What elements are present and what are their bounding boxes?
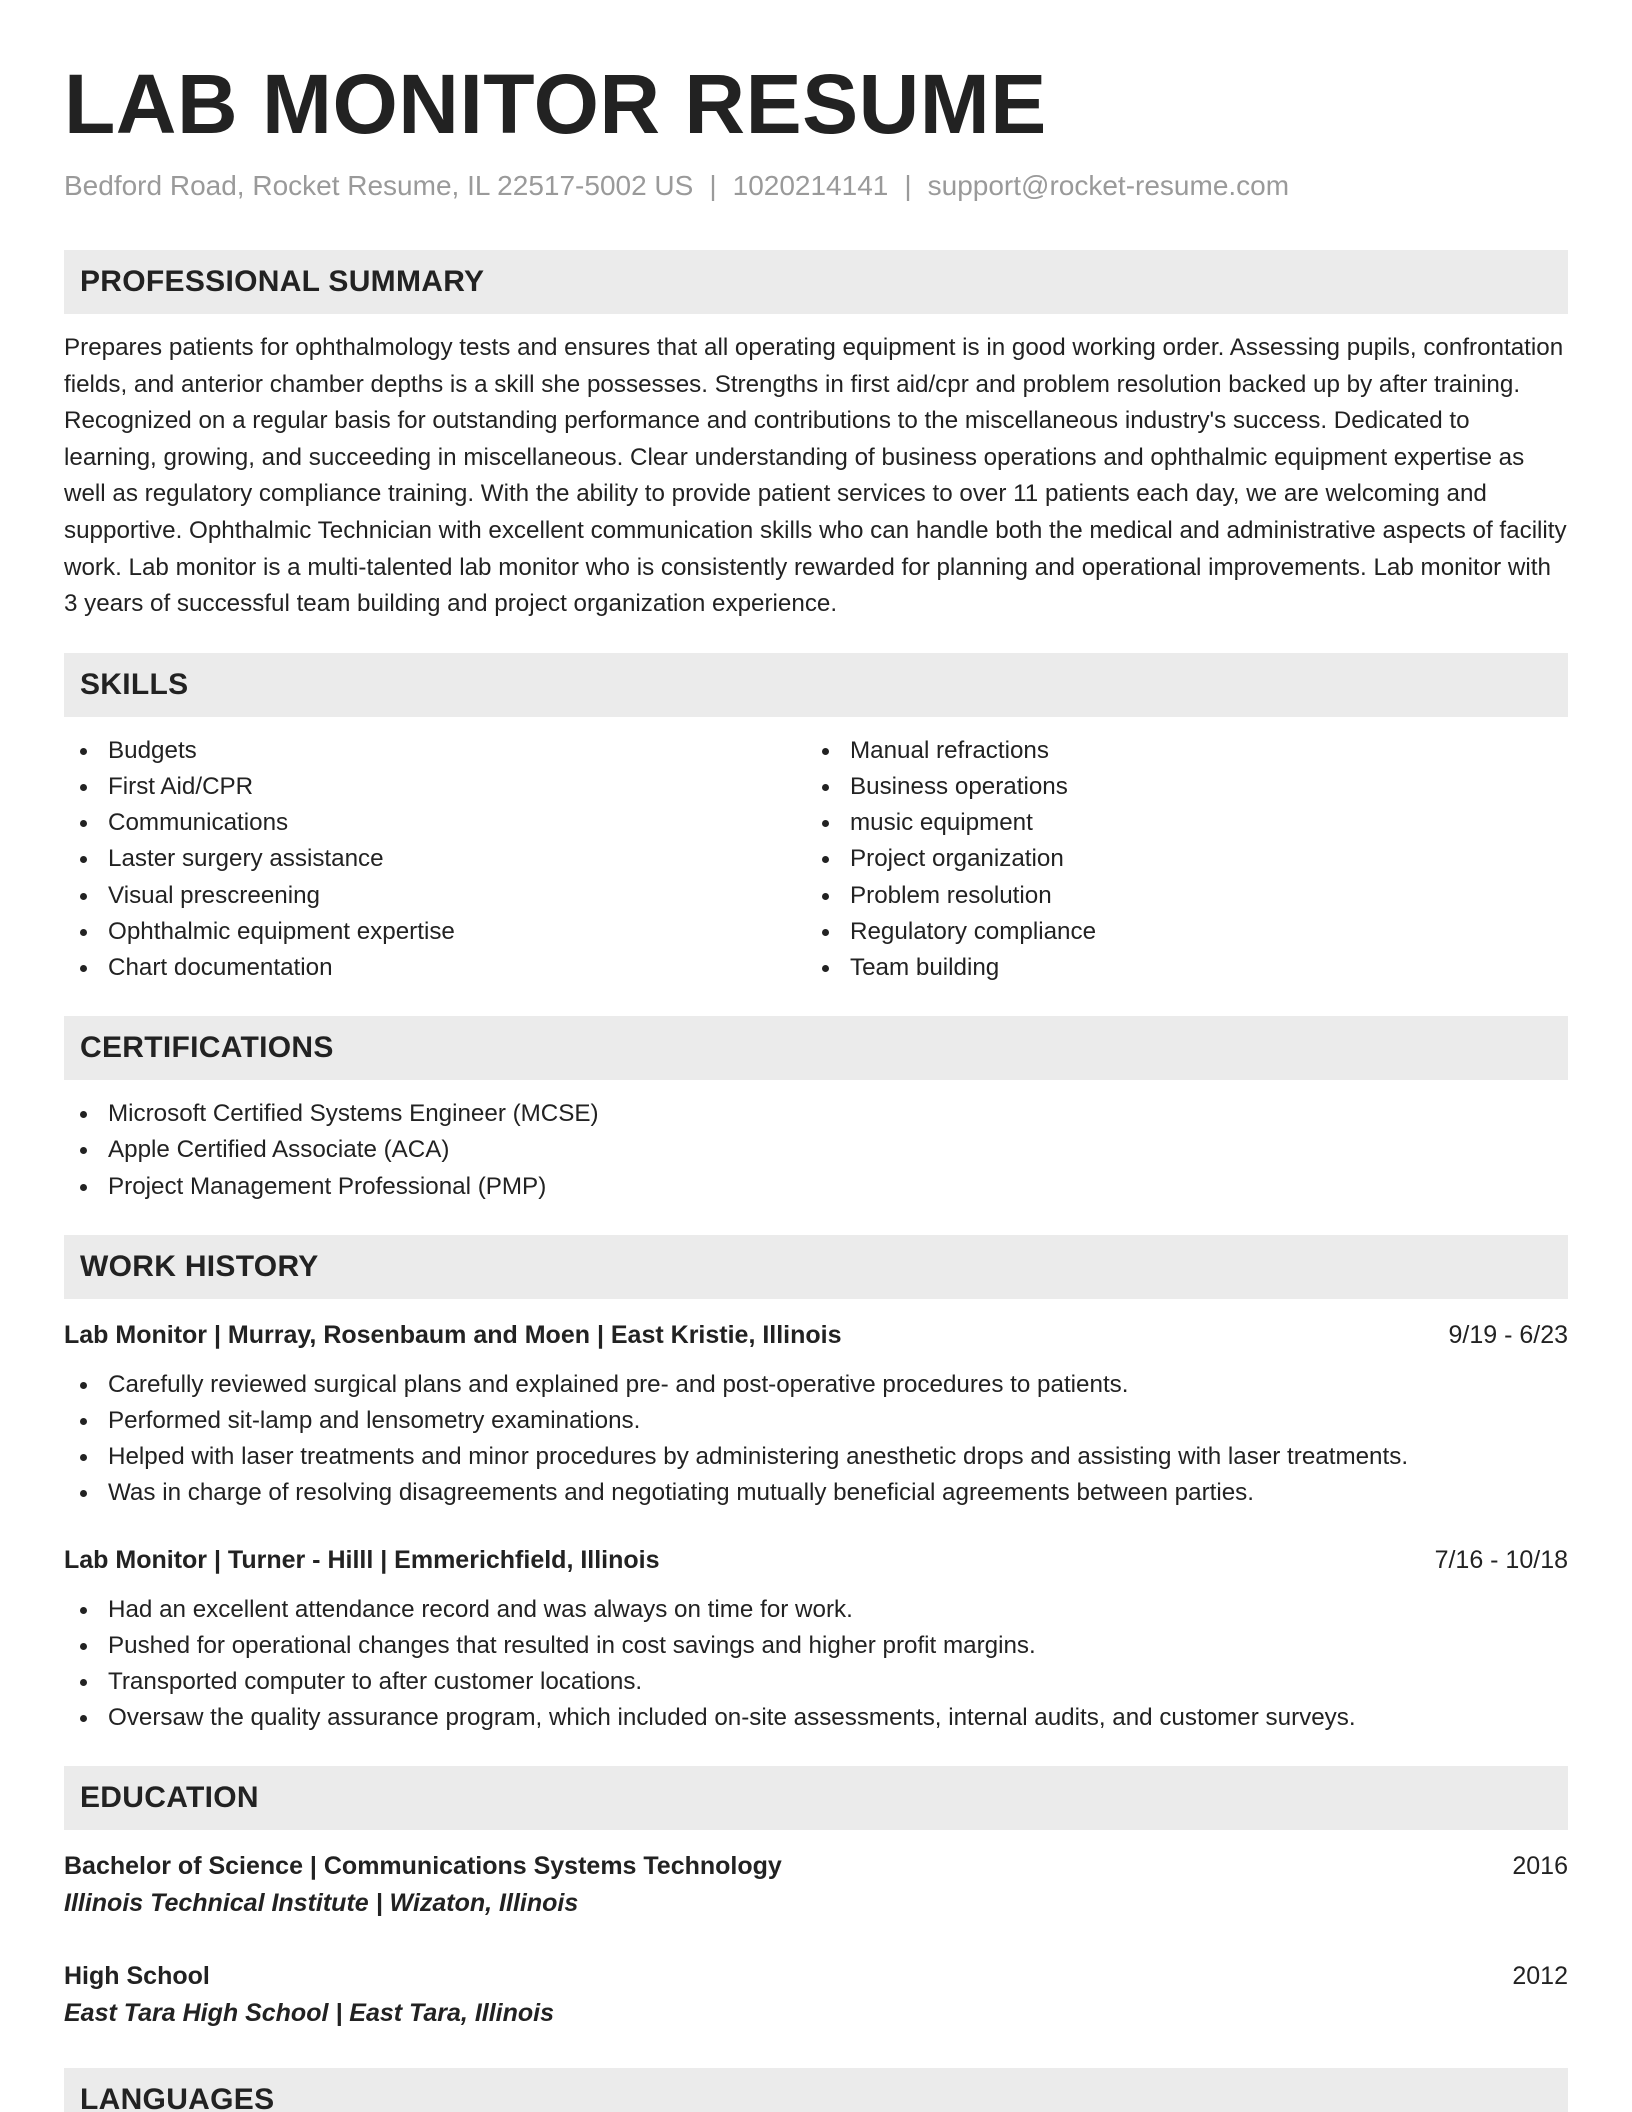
job-bullet: Transported computer to after customer locations. xyxy=(64,1664,1568,1700)
education-header xyxy=(64,1848,1568,1884)
job-bullets xyxy=(64,1367,1568,1512)
section-heading-certifications xyxy=(64,1016,1568,1080)
section-heading-work-history xyxy=(64,1235,1568,1299)
job-bullets xyxy=(64,1592,1568,1737)
skills-list-right xyxy=(806,733,1548,986)
education-year: 2012 xyxy=(1512,1962,1568,1991)
contact-separator: | xyxy=(709,170,717,201)
education-year: 2016 xyxy=(1512,1852,1568,1881)
skill-item: Problem resolution xyxy=(806,878,1548,914)
section-heading-label: LANGUAGES xyxy=(80,2083,275,2112)
contact-email: support@rocket-resume.com xyxy=(927,170,1290,201)
section-heading-label: SKILLS xyxy=(80,667,189,701)
skill-item: Communications xyxy=(64,805,806,841)
job-entry xyxy=(64,1317,1568,1512)
job-bullet: Was in charge of resolving disagreements and negotiating mutually beneficial agreements between parties. xyxy=(64,1475,1568,1511)
contact-separator: | xyxy=(904,170,912,201)
contact-line xyxy=(64,168,1568,204)
contact-phone: 1020214141 xyxy=(732,170,889,201)
skill-item: Chart documentation xyxy=(64,950,806,986)
skill-item: Manual refractions xyxy=(806,733,1548,769)
certification-item: Project Management Professional (PMP) xyxy=(64,1169,1568,1205)
job-bullet: Helped with laser treatments and minor procedures by administering anesthetic drops and assisting with laser treatments. xyxy=(64,1439,1568,1475)
skill-item: Ophthalmic equipment expertise xyxy=(64,914,806,950)
skill-item: Laster surgery assistance xyxy=(64,841,806,877)
page-title: LAB MONITOR RESUME xyxy=(64,57,1047,151)
job-title: Lab Monitor | Murray, Rosenbaum and Moen | East Kristie, Illinois xyxy=(64,1320,842,1349)
skill-item: First Aid/CPR xyxy=(64,769,806,805)
job-bullet: Performed sit-lamp and lensometry examinations. xyxy=(64,1403,1568,1439)
skill-item: Budgets xyxy=(64,733,806,769)
skill-item: music equipment xyxy=(806,805,1548,841)
skill-item: Team building xyxy=(806,950,1548,986)
certification-item: Microsoft Certified Systems Engineer (MCSE) xyxy=(64,1096,1568,1132)
section-heading-label: PROFESSIONAL SUMMARY xyxy=(80,265,485,298)
job-bullet: Carefully reviewed surgical plans and explained pre- and post-operative procedures to patients. xyxy=(64,1367,1568,1403)
section-heading-label: WORK HISTORY xyxy=(80,1249,319,1283)
section-heading-label: EDUCATION xyxy=(80,1781,259,1815)
job-dates: 9/19 - 6/23 xyxy=(1448,1320,1568,1349)
job-bullet: Pushed for operational changes that resulted in cost savings and higher profit margins. xyxy=(64,1628,1568,1664)
section-heading-label: CERTIFICATIONS xyxy=(80,1031,334,1065)
certifications-list xyxy=(64,1096,1568,1205)
job-header xyxy=(64,1542,1568,1578)
education-degree: High School xyxy=(64,1962,210,1991)
skills-list-left xyxy=(64,733,806,986)
job-header xyxy=(64,1317,1568,1353)
certification-item: Apple Certified Associate (ACA) xyxy=(64,1132,1568,1168)
education-entry xyxy=(64,1848,1568,1922)
skill-item: Visual prescreening xyxy=(64,878,806,914)
job-bullet: Oversaw the quality assurance program, which included on-site assessments, internal audits, and customer surveys. xyxy=(64,1700,1568,1736)
job-dates: 7/16 - 10/18 xyxy=(1434,1545,1568,1574)
contact-address: Bedford Road, Rocket Resume, IL 22517-5002 US xyxy=(64,170,694,201)
section-heading-summary xyxy=(64,250,1568,314)
skills-grid xyxy=(64,733,1568,986)
skill-item: Regulatory compliance xyxy=(806,914,1548,950)
section-heading-skills xyxy=(64,653,1568,717)
summary-text: Prepares patients for ophthalmology tests and ensures that all operating equipment is in good working order. Assessing pupils, confrontation fields, and anterior chamber depths is a skill she possesses. Strengths in first aid/cpr and problem resolution backed up by after training. Recognized on a regular basis for outstanding performance and contributions to the miscellaneous industry's success. Dedicated to learning, growing, and succeeding in miscellaneous. Clear understanding of business operations and ophthalmic equipment expertise as well as regulatory compliance training. With the ability to provide patient services to over 11 patients each day, we are welcoming and supportive. Ophthalmic Technician with excellent communication skills who can handle both the medical and administrative aspects of facility work. Lab monitor is a multi-talented lab monitor who is consistently rewarded for planning and operational improvements. Lab monitor with 3 years of successful team building and project organization experience. xyxy=(64,334,1567,618)
education-school: East Tara High School | East Tara, Illinois xyxy=(64,1999,554,2028)
job-entry xyxy=(64,1542,1568,1737)
resume-page xyxy=(64,58,1568,2032)
education-header xyxy=(64,1958,1568,1994)
skill-item: Business operations xyxy=(806,769,1548,805)
education-degree: Bachelor of Science | Communications Systems Technology xyxy=(64,1852,782,1881)
section-heading-education xyxy=(64,1766,1568,1830)
skill-item: Project organization xyxy=(806,841,1548,877)
section-heading-languages xyxy=(64,2068,1568,2112)
job-title: Lab Monitor | Turner - Hilll | Emmerichfield, Illinois xyxy=(64,1545,660,1574)
education-entry xyxy=(64,1958,1568,2032)
education-school: Illinois Technical Institute | Wizaton, Illinois xyxy=(64,1889,579,1918)
job-bullet: Had an excellent attendance record and was always on time for work. xyxy=(64,1592,1568,1628)
